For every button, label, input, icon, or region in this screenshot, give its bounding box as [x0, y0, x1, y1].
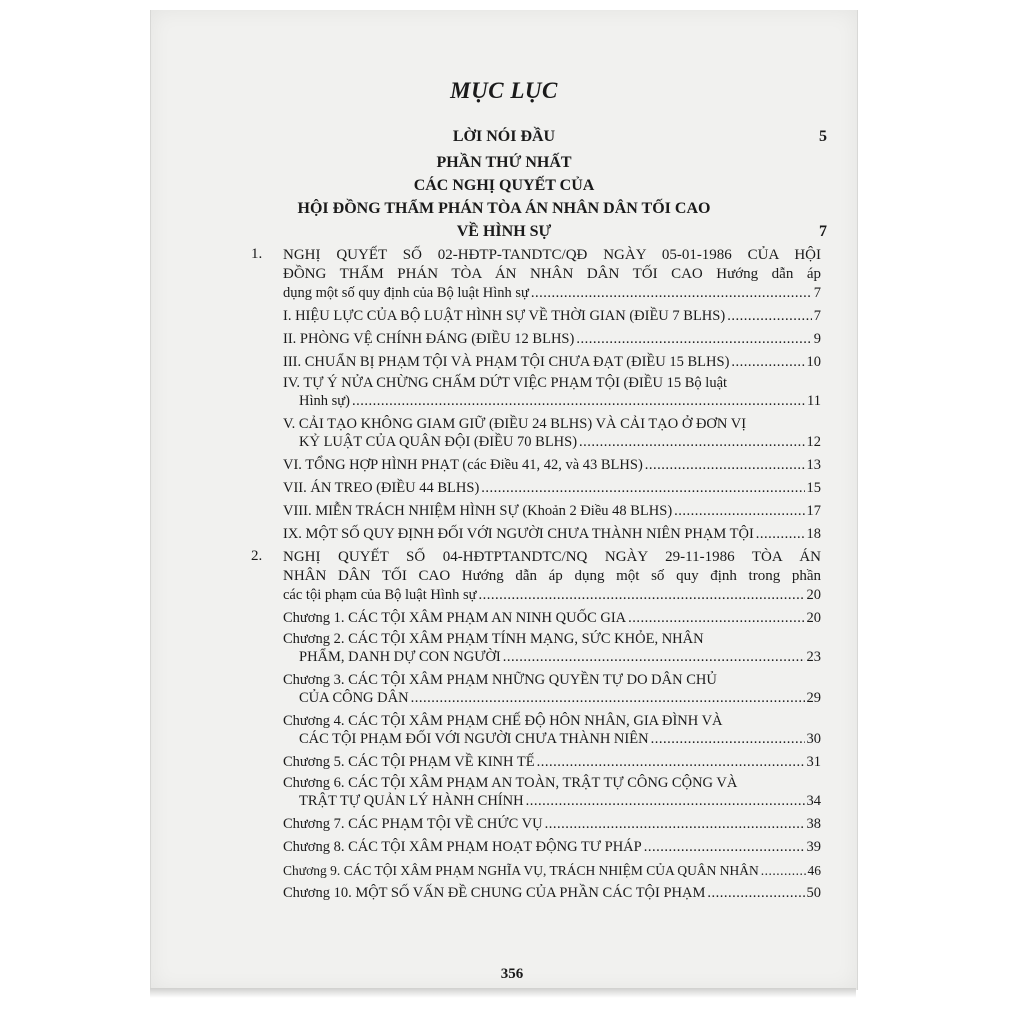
part-one-page: 7	[819, 223, 827, 240]
leader-dots	[576, 330, 811, 349]
resolution-2-line-1: NGHỊ QUYẾT SỐ 04-HĐTPTANDTC/NQ NGÀY 29-11-1986 TÒA ÁN	[283, 549, 821, 565]
toc-entry[interactable]	[283, 330, 821, 349]
page-edge-shadow	[150, 988, 856, 998]
entry-label: III. CHUẨN BỊ PHẠM TỘI VÀ PHẠM TỘI CHƯA ĐẠT (ĐIỀU 15 BLHS)	[283, 354, 730, 370]
entry-page: 31	[806, 754, 821, 770]
resolution-1-line-2: ĐỒNG THẨM PHÁN TÒA ÁN NHÂN DÂN TỐI CAO Hướng dẫn áp	[283, 266, 821, 282]
entry-page: 34	[806, 793, 821, 809]
leader-dots	[537, 753, 805, 772]
toc-title: MỤC LỤC	[450, 78, 558, 103]
entry-label: Chương 10. MỘT SỐ VẤN ĐỀ CHUNG CỦA PHẦN CÁC TỘI PHẠM	[283, 885, 706, 901]
book-page	[150, 10, 858, 990]
entry-label-cont: TRẬT TỰ QUẢN LÝ HÀNH CHÍNH	[299, 793, 524, 809]
toc-entry[interactable]	[283, 753, 821, 772]
leader-dots	[674, 502, 804, 521]
toc-entry[interactable]	[283, 861, 821, 880]
leader-dots	[411, 689, 805, 708]
entry-page: 9	[813, 331, 821, 347]
leader-dots	[481, 479, 804, 498]
entry-page: 10	[806, 354, 821, 370]
leader-dots	[503, 648, 805, 667]
entry-page: 46	[807, 863, 821, 878]
entry-page: 15	[806, 480, 821, 496]
entry-page: 17	[806, 503, 821, 519]
resolution-1-title	[283, 246, 821, 284]
toc-entry[interactable]	[283, 525, 821, 544]
leader-dots	[651, 730, 805, 749]
entry-label: Chương 4. CÁC TỘI XÂM PHẠM CHẾ ĐỘ HÔN NHÂN, GIA ĐÌNH VÀ	[283, 713, 723, 729]
resolution-2-page: 20	[806, 587, 821, 603]
toc-entry[interactable]	[283, 307, 821, 326]
entry-page: 20	[806, 610, 821, 626]
entry-label: Chương 3. CÁC TỘI XÂM PHẠM NHỮNG QUYỀN TỰ DO DÂN CHỦ	[283, 672, 717, 688]
resolution-1-line-1: NGHỊ QUYẾT SỐ 02-HĐTP-TANDTC/QĐ NGÀY 05-01-1986 CỦA HỘI	[283, 247, 821, 263]
toc-entry[interactable]	[299, 792, 821, 811]
toc-entry[interactable]	[283, 456, 821, 475]
toc-entry[interactable]	[299, 689, 821, 708]
entry-page: 11	[807, 393, 821, 409]
leader-dots	[531, 284, 812, 303]
entry-label: Chương 8. CÁC TỘI XÂM PHẠM HOẠT ĐỘNG TƯ PHÁP	[283, 839, 642, 855]
resolution-2-line-3: các tội phạm của Bộ luật Hình sự	[283, 587, 477, 603]
entry-page: 38	[806, 816, 821, 832]
entry-page: 18	[806, 526, 821, 542]
toc-entry[interactable]	[283, 838, 821, 857]
toc-entry[interactable]	[283, 479, 821, 498]
leader-dots	[579, 433, 804, 452]
entry-page: 7	[813, 308, 821, 324]
resolution-2-title	[283, 548, 821, 586]
entry-label: Chương 9. CÁC TỘI XÂM PHẠM NGHĨA VỤ, TRÁCH NHIỆM CỦA QUÂN NHÂN	[283, 863, 759, 878]
entry-label: I. HIỆU LỰC CỦA BỘ LUẬT HÌNH SỰ VỀ THỜI GIAN (ĐIỀU 7 BLHS)	[283, 308, 726, 324]
toc-entry[interactable]	[299, 730, 821, 749]
toc-entry[interactable]	[283, 502, 821, 521]
entry-label: VII. ÁN TREO (ĐIỀU 44 BLHS)	[283, 480, 480, 496]
leader-dots	[707, 884, 804, 903]
part-one-heading: PHẦN THỨ NHẤT	[436, 154, 572, 171]
entry-page: 50	[806, 885, 821, 901]
entry-label-cont: Hình sự)	[299, 393, 350, 409]
leader-dots	[352, 392, 805, 411]
entry-label: Chương 1. CÁC TỘI XÂM PHẠM AN NINH QUỐC GIA	[283, 610, 627, 626]
entry-page: 30	[806, 731, 821, 747]
leader-dots	[645, 456, 805, 475]
resolution-1-page: 7	[813, 285, 821, 301]
leader-dots	[628, 609, 804, 628]
resolution-1-line-3: dụng một số quy định của Bộ luật Hình sự	[283, 285, 529, 301]
part-one-council: HỘI ĐỒNG THẨM PHÁN TÒA ÁN NHÂN DÂN TỐI CAO	[297, 200, 711, 217]
resolution-2-number: 2.	[251, 548, 263, 564]
entry-label: IV. TỰ Ý NỬA CHỪNG CHẤM DỨT VIỆC PHẠM TỘI (ĐIỀU 15 Bộ luật	[283, 375, 728, 391]
entry-label: VIII. MIỄN TRÁCH NHIỆM HÌNH SỰ (Khoản 2 Điều 48 BLHS)	[283, 503, 673, 519]
preface-page: 5	[819, 128, 827, 145]
entry-label: IX. MỘT SỐ QUY ĐỊNH ĐỐI VỚI NGƯỜI CHƯA THÀNH NIÊN PHẠM TỘI	[283, 526, 754, 542]
leader-dots	[727, 307, 812, 326]
entry-page: 13	[806, 457, 821, 473]
entry-label: II. PHÒNG VỆ CHÍNH ĐÁNG (ĐIỀU 12 BLHS)	[283, 331, 575, 347]
entry-label-cont: CỦA CÔNG DÂN	[299, 690, 409, 706]
toc-entry[interactable]	[299, 392, 821, 411]
entry-label-cont: PHẨM, DANH DỰ CON NGƯỜI	[299, 649, 501, 665]
leader-dots	[545, 815, 805, 834]
entry-page: 29	[806, 690, 821, 706]
part-one-subheading: CÁC NGHỊ QUYẾT CỦA	[413, 177, 595, 194]
toc-entry[interactable]	[283, 609, 821, 628]
resolution-1-number: 1.	[251, 246, 263, 262]
entry-page: 39	[806, 839, 821, 855]
resolution-2-entry[interactable]	[283, 586, 821, 605]
toc-entry[interactable]	[299, 433, 821, 452]
preface-heading: LỜI NÓI ĐẦU	[452, 128, 556, 145]
page-number: 356	[500, 966, 524, 982]
entry-label: Chương 2. CÁC TỘI XÂM PHẠM TÍNH MẠNG, SỨC KHỎE, NHÂN	[283, 631, 704, 647]
entry-label: V. CẢI TẠO KHÔNG GIAM GIỮ (ĐIỀU 24 BLHS) VÀ CẢI TẠO Ở ĐƠN VỊ	[283, 416, 747, 432]
entry-label: VI. TỔNG HỢP HÌNH PHẠT (các Điều 41, 42, và 43 BLHS)	[283, 457, 643, 473]
resolution-1-entry[interactable]	[283, 284, 821, 303]
toc-entry[interactable]	[299, 648, 821, 667]
leader-dots	[731, 353, 804, 372]
toc-entry[interactable]	[283, 353, 821, 372]
entry-label: Chương 5. CÁC TỘI PHẠM VỀ KINH TẾ	[283, 754, 535, 770]
entry-label-cont: KỶ LUẬT CỦA QUÂN ĐỘI (ĐIỀU 70 BLHS)	[299, 434, 578, 450]
leader-dots	[479, 586, 805, 605]
part-one-criminal: VỀ HÌNH SỰ	[456, 223, 552, 240]
leader-dots	[526, 792, 805, 811]
entry-label: Chương 6. CÁC TỘI XÂM PHẠM AN TOÀN, TRẬT TỰ CÔNG CỘNG VÀ	[283, 775, 738, 791]
toc-entry[interactable]	[283, 815, 821, 834]
entry-page: 23	[806, 649, 821, 665]
entry-page: 12	[806, 434, 821, 450]
leader-dots	[761, 861, 806, 880]
resolution-2-line-2: NHÂN DÂN TỐI CAO Hướng dẫn áp dụng một số quy định trong phần	[283, 568, 821, 584]
leader-dots	[756, 525, 805, 544]
toc-entry[interactable]	[283, 884, 821, 903]
leader-dots	[644, 838, 805, 857]
entry-label-cont: CÁC TỘI PHẠM ĐỐI VỚI NGƯỜI CHƯA THÀNH NIÊN	[299, 731, 649, 747]
entry-label: Chương 7. CÁC PHẠM TỘI VỀ CHỨC VỤ	[283, 816, 543, 832]
